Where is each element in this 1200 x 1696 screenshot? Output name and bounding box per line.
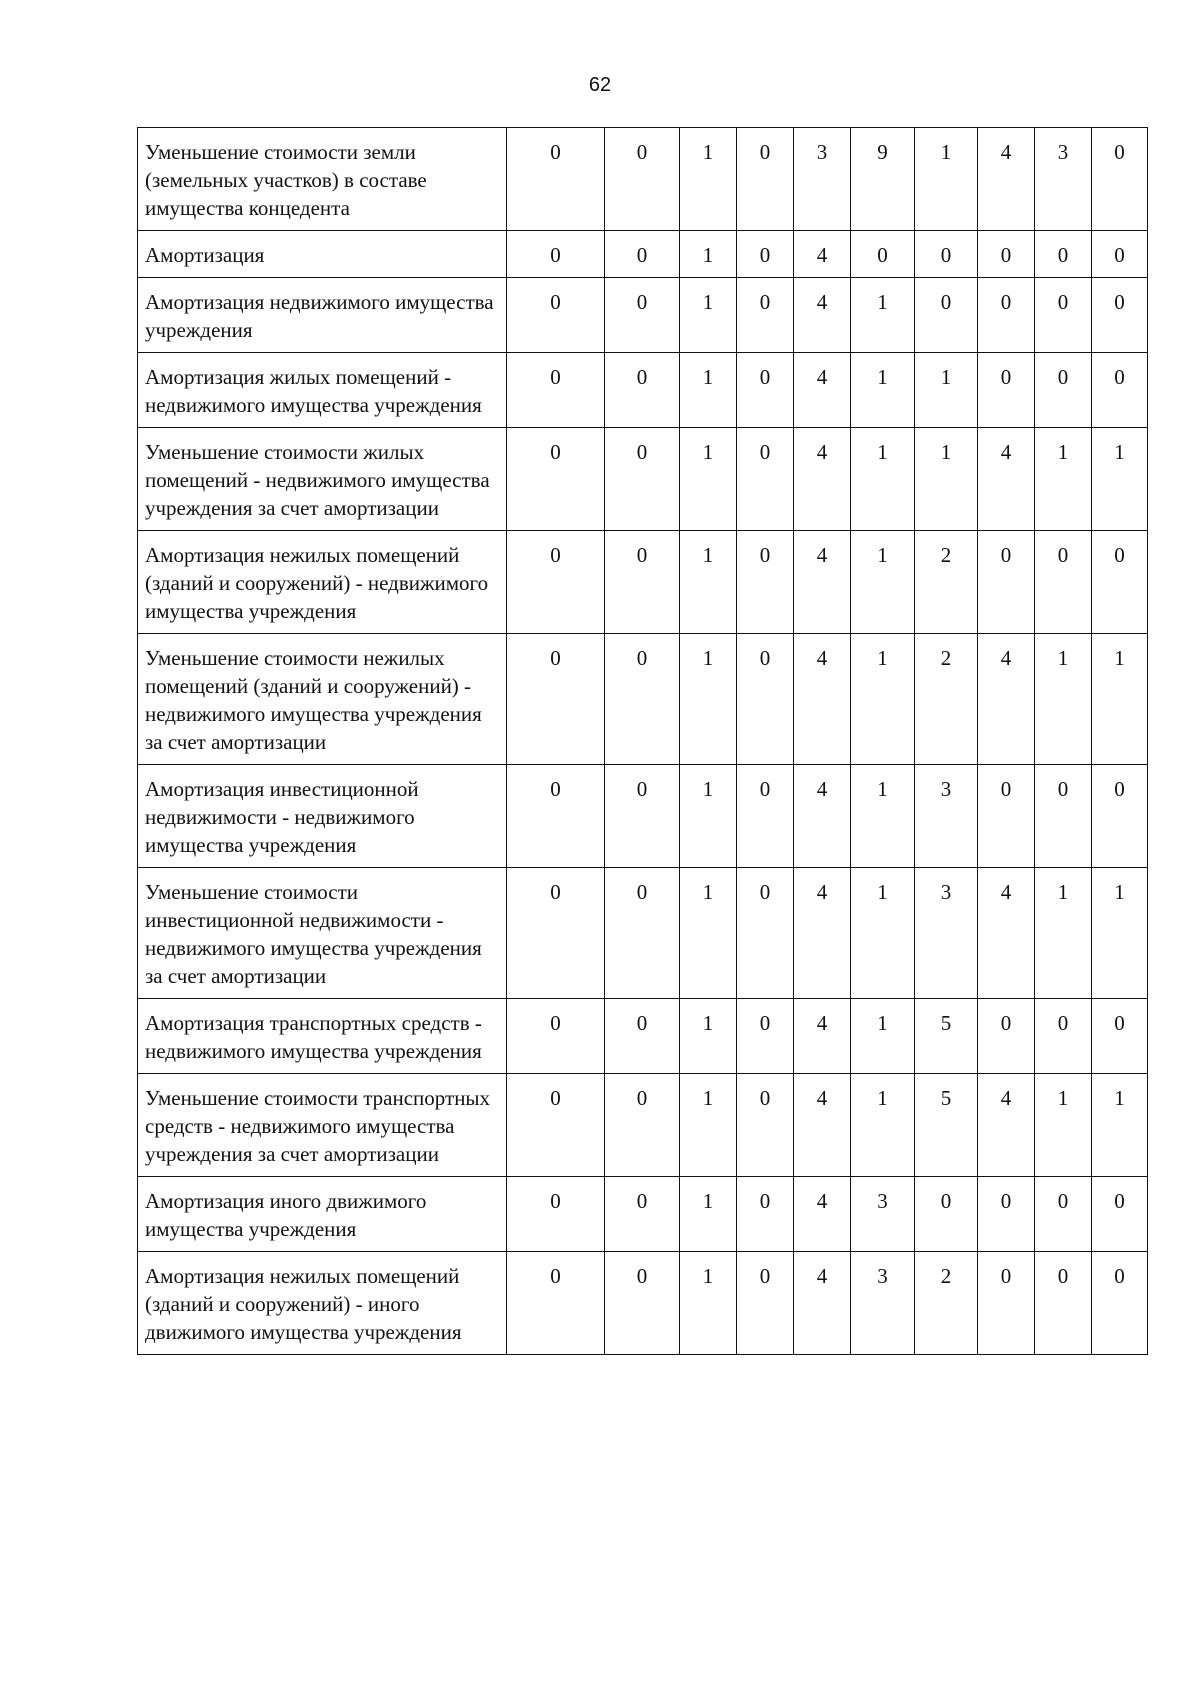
code-digit-cell: 0 [507,1074,605,1177]
code-digit-cell: 1 [680,999,737,1074]
code-digit-cell: 1 [1092,1074,1148,1177]
code-digit-cell: 4 [794,531,851,634]
code-digit-cell: 0 [507,128,605,231]
code-digit-cell: 1 [680,428,737,531]
code-digit-cell: 4 [978,634,1035,765]
code-digit-cell: 1 [680,128,737,231]
code-digit-cell: 0 [737,1252,794,1355]
code-digit-cell: 0 [605,231,680,278]
table-row [138,428,1148,531]
table-row [138,278,1148,353]
code-digit-cell: 0 [737,531,794,634]
code-digit-cell: 0 [1035,531,1092,634]
code-digit-cell: 0 [1092,531,1148,634]
code-digit-cell: 0 [507,765,605,868]
table-row [138,231,1148,278]
code-digit-cell: 1 [915,128,978,231]
code-digit-cell: 0 [605,531,680,634]
code-digit-cell: 1 [851,765,915,868]
code-digit-cell: 0 [978,765,1035,868]
row-label-cell: Амортизация иного движимого имущества учреждения [138,1177,507,1252]
table-row [138,531,1148,634]
code-digit-cell: 0 [1092,999,1148,1074]
row-label-cell: Уменьшение стоимости нежилых помещений (зданий и сооружений) - недвижимого имущества учреждения за счет амортизации [138,634,507,765]
code-digit-cell: 0 [1035,999,1092,1074]
code-digit-cell: 3 [794,128,851,231]
code-digit-cell: 1 [1035,428,1092,531]
code-digit-cell: 0 [605,999,680,1074]
code-digit-cell: 0 [1035,278,1092,353]
code-digit-cell: 1 [1092,634,1148,765]
code-digit-cell: 0 [737,428,794,531]
code-digit-cell: 1 [1035,1074,1092,1177]
code-digit-cell: 0 [737,868,794,999]
code-digit-cell: 1 [680,1177,737,1252]
code-digit-cell: 4 [794,1074,851,1177]
account-codes-table [137,127,1148,1355]
page-number: 62 [588,74,612,96]
row-label-cell: Уменьшение стоимости транспортных средств - недвижимого имущества учреждения за счет амортизации [138,1074,507,1177]
code-digit-cell: 2 [915,634,978,765]
code-digit-cell: 0 [605,765,680,868]
code-digit-cell: 4 [794,999,851,1074]
code-digit-cell: 2 [915,531,978,634]
row-label-cell: Амортизация нежилых помещений (зданий и сооружений) - иного движимого имущества учреждения [138,1252,507,1355]
code-digit-cell: 0 [507,634,605,765]
code-digit-cell: 1 [851,353,915,428]
code-digit-cell: 1 [851,634,915,765]
code-digit-cell: 3 [851,1177,915,1252]
row-label-cell: Уменьшение стоимости земли (земельных участков) в составе имущества концедента [138,128,507,231]
code-digit-cell: 0 [507,1177,605,1252]
code-digit-cell: 0 [737,1177,794,1252]
code-digit-cell: 3 [851,1252,915,1355]
row-label-cell: Амортизация жилых помещений - недвижимого имущества учреждения [138,353,507,428]
code-digit-cell: 0 [737,128,794,231]
code-digit-cell: 1 [680,868,737,999]
code-digit-cell: 0 [978,353,1035,428]
code-digit-cell: 0 [507,531,605,634]
table-row [138,1177,1148,1252]
code-digit-cell: 0 [507,1252,605,1355]
code-digit-cell: 1 [851,531,915,634]
code-digit-cell: 1 [915,353,978,428]
code-digit-cell: 1 [851,428,915,531]
code-digit-cell: 0 [605,428,680,531]
code-digit-cell: 0 [737,1074,794,1177]
code-digit-cell: 1 [851,278,915,353]
code-digit-cell: 0 [1035,765,1092,868]
code-digit-cell: 4 [978,868,1035,999]
code-digit-cell: 0 [1092,1252,1148,1355]
code-digit-cell: 5 [915,999,978,1074]
table-row [138,868,1148,999]
code-digit-cell: 1 [680,1252,737,1355]
code-digit-cell: 0 [605,868,680,999]
code-digit-cell: 4 [794,353,851,428]
code-digit-cell: 0 [507,999,605,1074]
code-digit-cell: 3 [1035,128,1092,231]
table-row [138,1252,1148,1355]
code-digit-cell: 0 [605,278,680,353]
code-digit-cell: 0 [737,999,794,1074]
code-digit-cell: 0 [507,278,605,353]
code-digit-cell: 1 [851,999,915,1074]
code-digit-cell: 0 [507,353,605,428]
code-digit-cell: 0 [605,634,680,765]
code-digit-cell: 4 [794,868,851,999]
code-digit-cell: 1 [1092,428,1148,531]
code-digit-cell: 4 [794,1177,851,1252]
code-digit-cell: 0 [851,231,915,278]
code-digit-cell: 0 [737,353,794,428]
code-digit-cell: 4 [978,128,1035,231]
code-digit-cell: 4 [794,428,851,531]
table-row [138,999,1148,1074]
table-row [138,353,1148,428]
code-digit-cell: 0 [1035,231,1092,278]
code-digit-cell: 4 [794,1252,851,1355]
code-digit-cell: 0 [1092,353,1148,428]
code-digit-cell: 0 [978,1177,1035,1252]
code-digit-cell: 4 [978,1074,1035,1177]
code-digit-cell: 1 [680,231,737,278]
code-digit-cell: 5 [915,1074,978,1177]
code-digit-cell: 0 [737,634,794,765]
code-digit-cell: 3 [915,868,978,999]
code-digit-cell: 1 [680,765,737,868]
row-label-cell: Уменьшение стоимости инвестиционной недвижимости - недвижимого имущества учреждения за счет амортизации [138,868,507,999]
code-digit-cell: 0 [605,128,680,231]
code-digit-cell: 0 [978,999,1035,1074]
row-label-cell: Амортизация нежилых помещений (зданий и сооружений) - недвижимого имущества учреждения [138,531,507,634]
code-digit-cell: 1 [851,1074,915,1177]
code-digit-cell: 9 [851,128,915,231]
code-digit-cell: 0 [605,1074,680,1177]
table-row [138,128,1148,231]
code-digit-cell: 0 [507,868,605,999]
row-label-cell: Амортизация транспортных средств - недвижимого имущества учреждения [138,999,507,1074]
code-digit-cell: 4 [794,231,851,278]
code-digit-cell: 0 [915,278,978,353]
code-digit-cell: 0 [507,231,605,278]
row-label-cell: Уменьшение стоимости жилых помещений - недвижимого имущества учреждения за счет амортизации [138,428,507,531]
code-digit-cell: 0 [737,231,794,278]
code-digit-cell: 2 [915,1252,978,1355]
code-digit-cell: 3 [915,765,978,868]
code-digit-cell: 0 [1035,1177,1092,1252]
code-digit-cell: 1 [680,353,737,428]
code-digit-cell: 0 [507,428,605,531]
code-digit-cell: 0 [1092,1177,1148,1252]
code-digit-cell: 0 [1035,1252,1092,1355]
table-row [138,1074,1148,1177]
code-digit-cell: 4 [794,278,851,353]
code-digit-cell: 0 [1092,765,1148,868]
code-digit-cell: 4 [794,634,851,765]
code-digit-cell: 0 [915,231,978,278]
table-body [138,128,1148,1355]
code-digit-cell: 1 [680,1074,737,1177]
code-digit-cell: 1 [1092,868,1148,999]
table-row [138,765,1148,868]
code-digit-cell: 0 [605,353,680,428]
code-digit-cell: 0 [1092,278,1148,353]
row-label-cell: Амортизация недвижимого имущества учреждения [138,278,507,353]
code-digit-cell: 0 [1035,353,1092,428]
code-digit-cell: 0 [1092,128,1148,231]
code-digit-cell: 1 [680,278,737,353]
code-digit-cell: 1 [915,428,978,531]
row-label-cell: Амортизация [138,231,507,278]
table-row [138,634,1148,765]
code-digit-cell: 1 [1035,634,1092,765]
code-digit-cell: 0 [978,231,1035,278]
row-label-cell: Амортизация инвестиционной недвижимости - недвижимого имущества учреждения [138,765,507,868]
code-digit-cell: 0 [1092,231,1148,278]
code-digit-cell: 0 [605,1177,680,1252]
code-digit-cell: 0 [978,278,1035,353]
code-digit-cell: 0 [737,278,794,353]
code-digit-cell: 0 [978,531,1035,634]
code-digit-cell: 0 [737,765,794,868]
code-digit-cell: 4 [978,428,1035,531]
code-digit-cell: 0 [978,1252,1035,1355]
code-digit-cell: 1 [680,531,737,634]
code-digit-cell: 1 [680,634,737,765]
code-digit-cell: 4 [794,765,851,868]
code-digit-cell: 0 [915,1177,978,1252]
code-digit-cell: 1 [1035,868,1092,999]
code-digit-cell: 1 [851,868,915,999]
code-digit-cell: 0 [605,1252,680,1355]
